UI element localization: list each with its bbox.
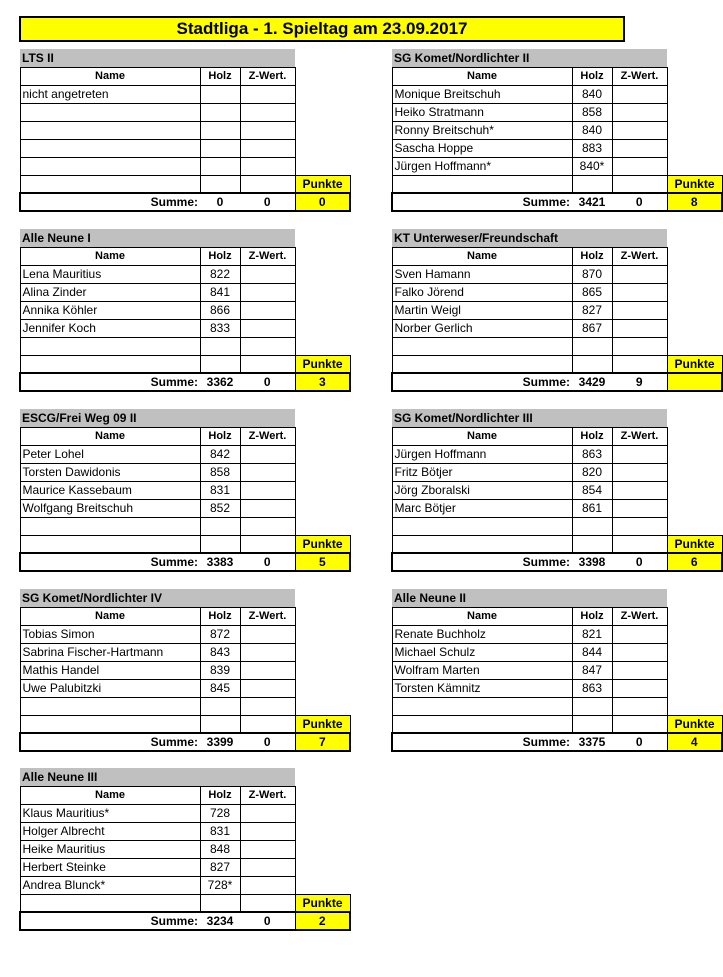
player-row bbox=[392, 157, 722, 175]
header-holz: Holz bbox=[200, 786, 240, 804]
player-row bbox=[392, 517, 722, 535]
player-name: Martin Weigl bbox=[392, 301, 572, 319]
player-zwert bbox=[240, 301, 295, 319]
player-row bbox=[392, 661, 722, 679]
player-zwert bbox=[612, 301, 667, 319]
summe-zwert: 0 bbox=[240, 193, 295, 211]
player-name: Maurice Kassebaum bbox=[20, 481, 200, 499]
player-row bbox=[20, 499, 350, 517]
player-name: Monique Breitschuh bbox=[392, 85, 572, 103]
player-zwert bbox=[240, 319, 295, 337]
player-row bbox=[392, 85, 722, 103]
player-name: Wolfgang Breitschuh bbox=[20, 499, 200, 517]
punkte-label: Punkte bbox=[295, 535, 350, 553]
player-zwert bbox=[240, 265, 295, 283]
summe-holz: 0 bbox=[200, 193, 240, 211]
player-holz: 840* bbox=[572, 157, 612, 175]
team-table bbox=[19, 49, 351, 212]
player-zwert bbox=[612, 481, 667, 499]
player-zwert bbox=[240, 85, 295, 103]
team-table bbox=[19, 768, 351, 931]
player-zwert bbox=[240, 121, 295, 139]
player-name bbox=[20, 697, 200, 715]
header-holz: Holz bbox=[572, 247, 612, 265]
player-zwert bbox=[612, 517, 667, 535]
player-zwert bbox=[612, 139, 667, 157]
summe-label: Summe: bbox=[392, 193, 572, 211]
header-holz: Holz bbox=[572, 427, 612, 445]
player-holz: 848 bbox=[200, 840, 240, 858]
player-name: Klaus Mauritius* bbox=[20, 804, 200, 822]
player-zwert bbox=[612, 283, 667, 301]
player-zwert bbox=[612, 157, 667, 175]
player-name: Annika Köhler bbox=[20, 301, 200, 319]
player-holz: 831 bbox=[200, 481, 240, 499]
player-name: Jennifer Koch bbox=[20, 319, 200, 337]
header-zwert: Z-Wert. bbox=[612, 247, 667, 265]
player-zwert bbox=[240, 517, 295, 535]
player-row bbox=[20, 139, 350, 157]
player-name: Fritz Bötjer bbox=[392, 463, 572, 481]
player-zwert bbox=[240, 697, 295, 715]
player-row bbox=[392, 697, 722, 715]
player-row bbox=[20, 121, 350, 139]
player-row bbox=[20, 822, 350, 840]
header-holz: Holz bbox=[572, 607, 612, 625]
player-name: Marc Bötjer bbox=[392, 499, 572, 517]
player-zwert bbox=[612, 319, 667, 337]
player-name: Jürgen Hoffmann* bbox=[392, 157, 572, 175]
summe-zwert: 0 bbox=[240, 912, 295, 930]
player-holz bbox=[200, 85, 240, 103]
player-holz bbox=[200, 121, 240, 139]
player-holz: 867 bbox=[572, 319, 612, 337]
header-name: Name bbox=[20, 427, 200, 445]
player-zwert bbox=[240, 661, 295, 679]
summe-label: Summe: bbox=[20, 553, 200, 571]
player-holz: 842 bbox=[200, 445, 240, 463]
player-name: Peter Lohel bbox=[20, 445, 200, 463]
player-holz: 852 bbox=[200, 499, 240, 517]
player-name bbox=[20, 157, 200, 175]
player-row bbox=[20, 265, 350, 283]
summe-label: Summe: bbox=[20, 373, 200, 391]
player-holz: 866 bbox=[200, 301, 240, 319]
summe-label: Summe: bbox=[392, 733, 572, 751]
team-block bbox=[19, 229, 349, 392]
player-row bbox=[20, 85, 350, 103]
player-zwert bbox=[612, 463, 667, 481]
header-zwert: Z-Wert. bbox=[612, 427, 667, 445]
player-row bbox=[392, 337, 722, 355]
player-holz bbox=[572, 337, 612, 355]
summe-zwert: 0 bbox=[240, 373, 295, 391]
player-name: Ronny Breitschuh* bbox=[392, 121, 572, 139]
player-row bbox=[392, 481, 722, 499]
player-row bbox=[392, 139, 722, 157]
player-row bbox=[392, 625, 722, 643]
player-row bbox=[20, 661, 350, 679]
summe-zwert: 0 bbox=[240, 553, 295, 571]
summe-holz: 3234 bbox=[200, 912, 240, 930]
player-zwert bbox=[612, 661, 667, 679]
player-holz bbox=[200, 697, 240, 715]
player-zwert bbox=[240, 283, 295, 301]
team-block bbox=[19, 49, 349, 212]
player-holz: 854 bbox=[572, 481, 612, 499]
team-name: LTS II bbox=[20, 49, 295, 67]
player-holz: 728 bbox=[200, 804, 240, 822]
header-holz: Holz bbox=[200, 67, 240, 85]
player-row bbox=[20, 157, 350, 175]
player-row bbox=[20, 481, 350, 499]
player-holz bbox=[572, 517, 612, 535]
player-zwert bbox=[240, 481, 295, 499]
player-zwert bbox=[612, 679, 667, 697]
player-name: Torsten Kämnitz bbox=[392, 679, 572, 697]
player-zwert bbox=[612, 625, 667, 643]
player-zwert bbox=[612, 85, 667, 103]
player-holz bbox=[572, 697, 612, 715]
punkte-label: Punkte bbox=[295, 894, 350, 912]
player-holz bbox=[200, 337, 240, 355]
punkte-value: 4 bbox=[667, 733, 722, 751]
player-name: Andrea Blunck* bbox=[20, 876, 200, 894]
player-zwert bbox=[612, 445, 667, 463]
summe-label: Summe: bbox=[20, 733, 200, 751]
punkte-value: 0 bbox=[295, 193, 350, 211]
player-holz: 858 bbox=[200, 463, 240, 481]
header-holz: Holz bbox=[200, 607, 240, 625]
page-title: Stadtliga - 1. Spieltag am 23.09.2017 bbox=[19, 16, 625, 42]
player-name: Sascha Hoppe bbox=[392, 139, 572, 157]
player-row bbox=[392, 319, 722, 337]
player-zwert bbox=[240, 463, 295, 481]
player-name: Torsten Dawidonis bbox=[20, 463, 200, 481]
player-holz: 845 bbox=[200, 679, 240, 697]
punkte-label: Punkte bbox=[667, 715, 722, 733]
player-row bbox=[20, 301, 350, 319]
player-row bbox=[20, 858, 350, 876]
player-holz: 872 bbox=[200, 625, 240, 643]
team-name: KT Unterweser/Freundschaft bbox=[392, 229, 667, 247]
player-row bbox=[20, 840, 350, 858]
header-name: Name bbox=[392, 607, 572, 625]
summe-holz: 3429 bbox=[572, 373, 612, 391]
player-zwert bbox=[240, 804, 295, 822]
player-row bbox=[20, 517, 350, 535]
player-row bbox=[392, 445, 722, 463]
punkte-label: Punkte bbox=[667, 535, 722, 553]
player-zwert bbox=[240, 625, 295, 643]
player-holz: 822 bbox=[200, 265, 240, 283]
team-table bbox=[391, 589, 723, 752]
player-name bbox=[392, 337, 572, 355]
team-table bbox=[391, 229, 723, 392]
summe-label: Summe: bbox=[392, 553, 572, 571]
team-table bbox=[391, 409, 723, 572]
summe-holz: 3399 bbox=[200, 733, 240, 751]
header-name: Name bbox=[392, 247, 572, 265]
header-zwert: Z-Wert. bbox=[240, 67, 295, 85]
player-holz bbox=[200, 517, 240, 535]
header-holz: Holz bbox=[200, 247, 240, 265]
team-block bbox=[391, 229, 721, 392]
player-holz: 865 bbox=[572, 283, 612, 301]
player-holz: 847 bbox=[572, 661, 612, 679]
player-name: Wolfram Marten bbox=[392, 661, 572, 679]
player-holz: 827 bbox=[572, 301, 612, 319]
player-row bbox=[20, 337, 350, 355]
summe-label: Summe: bbox=[20, 193, 200, 211]
player-zwert bbox=[612, 103, 667, 121]
player-row bbox=[392, 643, 722, 661]
header-name: Name bbox=[20, 786, 200, 804]
punkte-label: Punkte bbox=[295, 715, 350, 733]
summe-zwert: 0 bbox=[612, 553, 667, 571]
player-row bbox=[392, 679, 722, 697]
player-row bbox=[20, 697, 350, 715]
player-row bbox=[20, 643, 350, 661]
summe-label: Summe: bbox=[392, 373, 572, 391]
team-block bbox=[19, 409, 349, 572]
punkte-value: 5 bbox=[295, 553, 350, 571]
player-holz: 820 bbox=[572, 463, 612, 481]
player-holz: 843 bbox=[200, 643, 240, 661]
player-holz: 728* bbox=[200, 876, 240, 894]
team-name: SG Komet/Nordlichter III bbox=[392, 409, 667, 427]
header-zwert: Z-Wert. bbox=[240, 786, 295, 804]
punkte-value: 7 bbox=[295, 733, 350, 751]
team-name: Alle Neune I bbox=[20, 229, 295, 247]
summe-holz: 3383 bbox=[200, 553, 240, 571]
player-holz: 863 bbox=[572, 445, 612, 463]
player-name: Mathis Handel bbox=[20, 661, 200, 679]
punkte-value bbox=[667, 373, 722, 391]
player-holz: 833 bbox=[200, 319, 240, 337]
player-zwert bbox=[240, 643, 295, 661]
player-name: Renate Buchholz bbox=[392, 625, 572, 643]
punkte-value: 8 bbox=[667, 193, 722, 211]
player-row bbox=[20, 319, 350, 337]
punkte-value: 6 bbox=[667, 553, 722, 571]
player-name bbox=[20, 121, 200, 139]
player-name bbox=[20, 517, 200, 535]
punkte-label: Punkte bbox=[295, 175, 350, 193]
summe-holz: 3375 bbox=[572, 733, 612, 751]
player-row bbox=[20, 445, 350, 463]
player-name: Jörg Zboralski bbox=[392, 481, 572, 499]
player-zwert bbox=[240, 103, 295, 121]
player-zwert bbox=[240, 337, 295, 355]
player-name bbox=[20, 139, 200, 157]
header-name: Name bbox=[20, 607, 200, 625]
player-holz: 858 bbox=[572, 103, 612, 121]
player-row bbox=[20, 283, 350, 301]
summe-zwert: 0 bbox=[240, 733, 295, 751]
punkte-label: Punkte bbox=[667, 355, 722, 373]
summe-holz: 3421 bbox=[572, 193, 612, 211]
team-name: Alle Neune III bbox=[20, 768, 295, 786]
player-name bbox=[20, 103, 200, 121]
player-holz: 827 bbox=[200, 858, 240, 876]
player-name: Herbert Steinke bbox=[20, 858, 200, 876]
team-name: Alle Neune II bbox=[392, 589, 667, 607]
player-name: Tobias Simon bbox=[20, 625, 200, 643]
player-holz: 883 bbox=[572, 139, 612, 157]
player-row bbox=[392, 301, 722, 319]
player-holz bbox=[200, 103, 240, 121]
player-zwert bbox=[240, 858, 295, 876]
player-name: Lena Mauritius bbox=[20, 265, 200, 283]
team-block bbox=[391, 409, 721, 572]
player-name: Norber Gerlich bbox=[392, 319, 572, 337]
player-row bbox=[20, 463, 350, 481]
header-name: Name bbox=[20, 67, 200, 85]
header-holz: Holz bbox=[572, 67, 612, 85]
player-name: Sven Hamann bbox=[392, 265, 572, 283]
player-name bbox=[20, 337, 200, 355]
team-block bbox=[19, 589, 349, 752]
player-holz: 844 bbox=[572, 643, 612, 661]
player-row bbox=[392, 121, 722, 139]
summe-holz: 3362 bbox=[200, 373, 240, 391]
player-row bbox=[20, 103, 350, 121]
player-zwert bbox=[240, 139, 295, 157]
team-block bbox=[391, 49, 721, 212]
player-row bbox=[392, 463, 722, 481]
team-block bbox=[19, 768, 349, 931]
header-name: Name bbox=[392, 427, 572, 445]
player-zwert bbox=[240, 499, 295, 517]
team-name: SG Komet/Nordlichter II bbox=[392, 49, 667, 67]
header-zwert: Z-Wert. bbox=[612, 67, 667, 85]
header-name: Name bbox=[392, 67, 572, 85]
punkte-label: Punkte bbox=[667, 175, 722, 193]
player-holz bbox=[200, 139, 240, 157]
player-row bbox=[392, 265, 722, 283]
player-zwert bbox=[240, 157, 295, 175]
player-row bbox=[392, 499, 722, 517]
player-row bbox=[20, 876, 350, 894]
punkte-value: 3 bbox=[295, 373, 350, 391]
player-holz: 831 bbox=[200, 822, 240, 840]
player-holz bbox=[200, 157, 240, 175]
player-name: Holger Albrecht bbox=[20, 822, 200, 840]
player-zwert bbox=[612, 697, 667, 715]
player-name: Heike Mauritius bbox=[20, 840, 200, 858]
header-zwert: Z-Wert. bbox=[612, 607, 667, 625]
team-block bbox=[391, 589, 721, 752]
team-name: ESCG/Frei Weg 09 II bbox=[20, 409, 295, 427]
player-holz: 839 bbox=[200, 661, 240, 679]
summe-zwert: 0 bbox=[612, 193, 667, 211]
player-row bbox=[20, 625, 350, 643]
player-row bbox=[392, 103, 722, 121]
player-name: Michael Schulz bbox=[392, 643, 572, 661]
summe-zwert: 9 bbox=[612, 373, 667, 391]
player-name: Jürgen Hoffmann bbox=[392, 445, 572, 463]
player-name: nicht angetreten bbox=[20, 85, 200, 103]
player-holz: 840 bbox=[572, 121, 612, 139]
player-holz: 861 bbox=[572, 499, 612, 517]
player-holz: 863 bbox=[572, 679, 612, 697]
team-table bbox=[19, 229, 351, 392]
header-zwert: Z-Wert. bbox=[240, 607, 295, 625]
summe-holz: 3398 bbox=[572, 553, 612, 571]
player-name: Alina Zinder bbox=[20, 283, 200, 301]
player-row bbox=[392, 283, 722, 301]
player-name: Sabrina Fischer-Hartmann bbox=[20, 643, 200, 661]
team-table bbox=[19, 409, 351, 572]
player-zwert bbox=[240, 840, 295, 858]
player-zwert bbox=[612, 643, 667, 661]
player-zwert bbox=[612, 337, 667, 355]
player-zwert bbox=[240, 445, 295, 463]
punkte-value: 2 bbox=[295, 912, 350, 930]
player-zwert bbox=[240, 876, 295, 894]
header-zwert: Z-Wert. bbox=[240, 427, 295, 445]
player-holz: 841 bbox=[200, 283, 240, 301]
player-name: Heiko Stratmann bbox=[392, 103, 572, 121]
team-name: SG Komet/Nordlichter IV bbox=[20, 589, 295, 607]
player-name: Uwe Palubitzki bbox=[20, 679, 200, 697]
player-row bbox=[20, 679, 350, 697]
player-zwert bbox=[240, 822, 295, 840]
player-zwert bbox=[612, 121, 667, 139]
player-zwert bbox=[240, 679, 295, 697]
player-name bbox=[392, 517, 572, 535]
header-name: Name bbox=[20, 247, 200, 265]
summe-label: Summe: bbox=[20, 912, 200, 930]
player-row bbox=[20, 804, 350, 822]
player-name: Falko Jörend bbox=[392, 283, 572, 301]
player-name bbox=[392, 697, 572, 715]
team-table bbox=[19, 589, 351, 752]
header-holz: Holz bbox=[200, 427, 240, 445]
player-holz: 870 bbox=[572, 265, 612, 283]
player-holz: 821 bbox=[572, 625, 612, 643]
team-table bbox=[391, 49, 723, 212]
header-zwert: Z-Wert. bbox=[240, 247, 295, 265]
summe-zwert: 0 bbox=[612, 733, 667, 751]
player-zwert bbox=[612, 499, 667, 517]
player-holz: 840 bbox=[572, 85, 612, 103]
punkte-label: Punkte bbox=[295, 355, 350, 373]
player-zwert bbox=[612, 265, 667, 283]
